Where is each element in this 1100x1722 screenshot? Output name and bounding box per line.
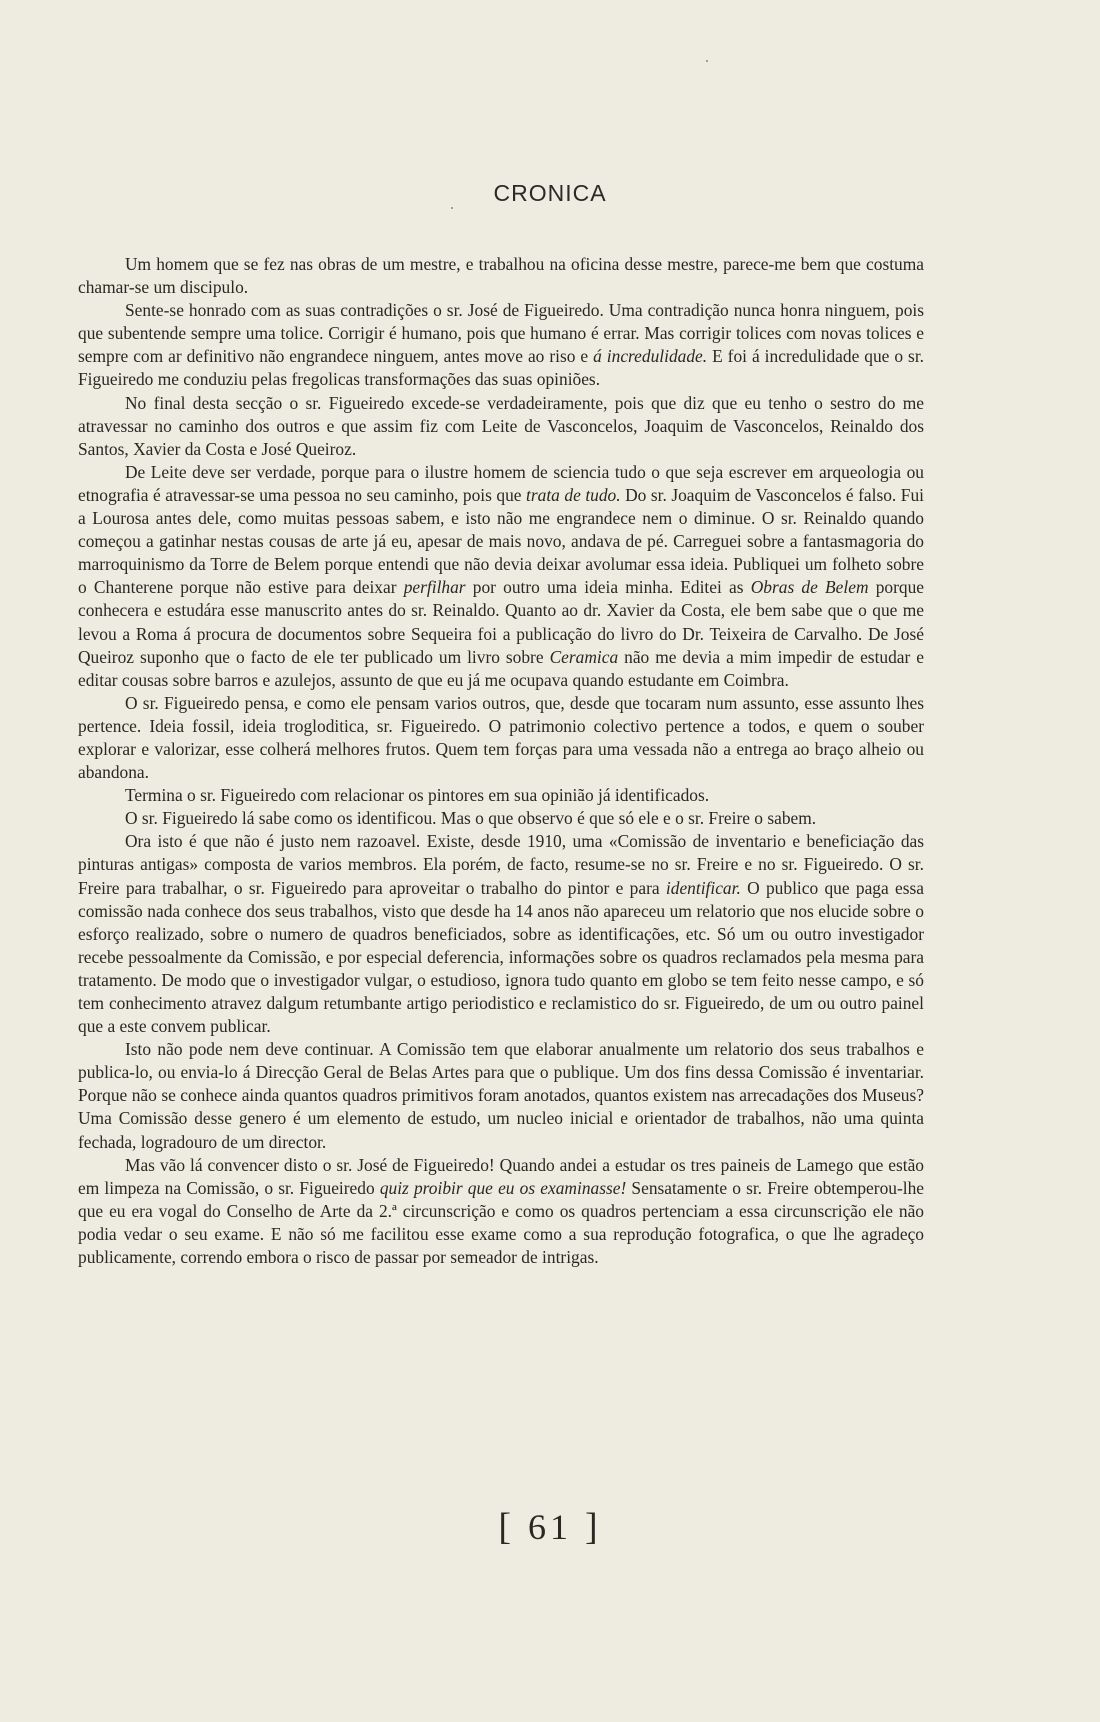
text-run: De Leite deve ser verdade, porque para o ilustre homem de sciencia tudo o que seja escrever em arqueologia ou etnografia é atravessar-se uma pessoa no seu caminho, pois que [78,461,924,505]
paragraph [78,461,924,692]
text-run: Termina o sr. Figueiredo com relacionar os pintores em sua opinião já identificados. [125,785,710,806]
text-run: O sr. Figueiredo pensa, e como ele pensam varios outros, que, desde que tocaram num assunto, esse assunto lhes pertence. Ideia fossil, ideia trogloditica, sr. Figueiredo. O patrimonio colectivo pertence a todos, e quem o souber explorar e valorizar, esse colherá melhores frutos. Quem tem forças para uma vessada não a entrega ao braço alheio ou abandona. [78,692,924,783]
italic-run: quiz proibir que eu os examinasse! [379,1177,627,1198]
left-bracket: [ [498,1506,515,1548]
right-bracket: ] [585,1506,602,1548]
text-run: Sensatamente o sr. Freire obtemperou-lhe que eu era vogal do Conselho de Arte da 2.ª circunscrição e como os quadros pertenciam a essa circunscrição ele não podia vedar o seu exame. E não só me facilitou esse exame como a sua reprodução fotografica, o que lhe agradeço publicamente, correndo embora o risco de passar por semeador de intrigas. [78,1177,924,1268]
italic-run: identificar. [665,877,741,898]
paragraph [78,299,924,391]
italic-run: Obras de Belem [750,577,869,598]
text-run: não me devia a mim impedir de estudar e editar cousas sobre barros e azulejos, assunto de que eu já me ocupava quando estudante em Coimbra. [78,646,924,690]
page-number-value: 61 [528,1507,572,1547]
article-body [78,253,924,1269]
text-run: Isto não pode nem deve continuar. A Comissão tem que elaborar anualmente um relatorio dos seus trabalhos e publica-lo, ou envia-lo á Direcção Geral de Belas Artes para que o publique. Um dos fins dessa Comissão é inventariar. Porque não se conhece ainda quantos quadros primitivos foram anotados, quantos existem nas arrecadações dos Museus? Uma Comissão desse genero é um elemento de estudo, um nucleo inicial e orientador de trabalhos, não uma quinta fechada, logradouro de um director. [78,1039,924,1152]
page-number [0,1505,1100,1549]
paper-speck [706,60,708,62]
section-title: CRONICA [493,180,607,206]
text-run: Do sr. Joaquim de Vasconcelos é falso. Fui a Lourosa antes dele, como muitas pessoas sabem, e isto não me engrandece nem o diminue. O sr. Reinaldo quando começou a gatinhar nestas cousas de arte já eu, apesar de mais novo, andava de pé. Carreguei sobre a fantasmagoria do marroquinismo da Torre de Belem porque entendi que não devia deixar avolumar essa ideia. Publiquei um folheto sobre o Chanterene porque não estive para deixar [78,484,924,598]
text-run: No final desta secção o sr. Figueiredo excede-se verdadeiramente, pois que diz que eu tenho o sestro do me atravessar no caminho dos outros e que assim fiz com Leite de Vasconcelos, Joaquim de Vasconcelos, Reinaldo dos Santos, Xavier da Costa e José Queiroz. [78,392,924,459]
italic-run: Ceramica [549,646,619,667]
text-run: por outro uma ideia minha. Editei as [465,577,751,598]
text-run: O publico que paga essa comissão nada conhece dos seus trabalhos, visto que desde ha 14 anos não apareceu um relatorio que nos elucide sobre o esforço realizado, sobre o numero de quadros beneficiados, sobre as identificações, etc. Só um ou outro investigador recebe pessoalmente da Comissão, e por especial deferencia, informações sobre os quadros reclamados pela mesma para tratamento. De modo que o investigador vulgar, o estudioso, ignora tudo quanto em globo se tem feito nesse campo, e só tem conhecimento atravez dalgum retumbante artigo periodistico e reclamistico do sr. Figueiredo, de um ou outro painel que a este convem publicar. [78,877,924,1037]
text-run: Ora isto é que não é justo nem razoavel. Existe, desde 1910, uma «Comissão de inventario e beneficiação das pinturas antigas» composta de varios membros. Ela porém, de facto, resume-se no sr. Freire e no sr. Figueiredo. O sr. Freire para trabalhar, o sr. Figueiredo para aproveitar o trabalho do pintor e para [78,831,924,898]
text-run: porque conhecera e estudára esse manuscrito antes do sr. Reinaldo. Quanto ao dr. Xavier da Costa, ele bem sabe que o que me levou a Roma á procura de documentos sobre Sequeira foi a publicação do livro do Dr. Teixeira de Carvalho. De José Queiroz suponho que o facto de ele ter publicado um livro sobre [78,577,925,667]
paragraph [78,807,924,830]
paragraph [78,392,924,461]
text-run: Sente-se honrado com as suas contradições o sr. José de Figueiredo. Uma contradição nunca honra ninguem, pois que subentende sempre uma tolice. Corrigir é humano, pois que humano é errar. Mas corrigir tolices com novas tolices e sempre com ar definitivo não engrandece ninguem, antes move ao riso e [78,300,924,367]
paragraph [78,1038,924,1153]
paragraph [78,830,924,1038]
italic-run: trata de tudo. [526,484,621,505]
paper-speck [451,207,453,209]
paragraph [78,253,924,299]
paragraph [78,1154,924,1269]
text-run: Mas vão lá convencer disto o sr. José de Figueiredo! Quando andei a estudar os tres paineis de Lamego que estão em limpeza na Comissão, o sr. Figueiredo [78,1154,924,1198]
text-run: O sr. Figueiredo lá sabe como os identificou. Mas o que observo é que só ele e o sr. Freire o sabem. [125,808,817,829]
paragraph [78,784,924,807]
text-run: E foi á incredulidade que o sr. Figueiredo me conduziu pelas fregolicas transformações das suas opiniões. [78,346,925,390]
italic-run: perfilhar [403,577,466,598]
italic-run: á incredulidade. [593,346,708,367]
paragraph [78,692,924,784]
text-run: Um homem que se fez nas obras de um mestre, e trabalhou na oficina desse mestre, parece-me bem que costuma chamar-se um discipulo. [78,254,924,298]
